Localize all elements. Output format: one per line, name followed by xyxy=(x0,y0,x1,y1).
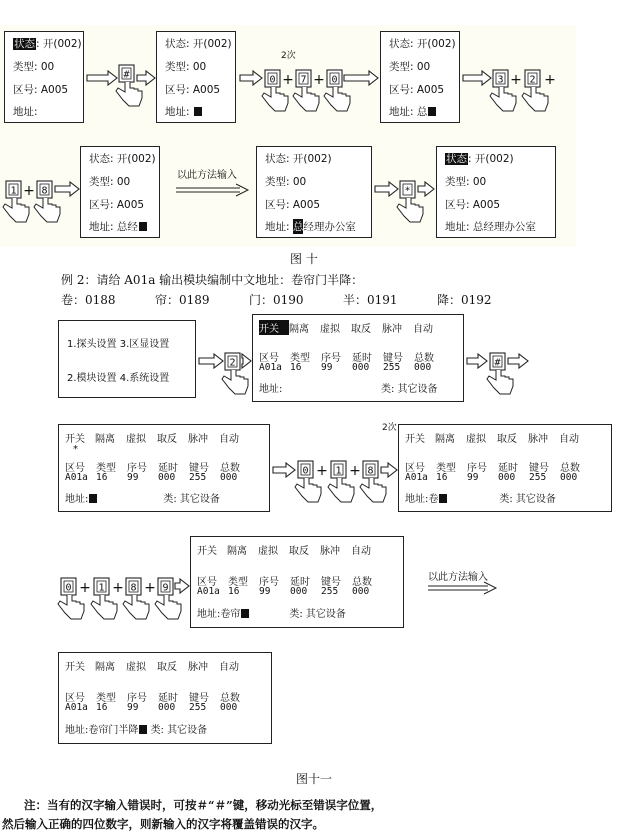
label-total: 总数 xyxy=(560,463,580,474)
flow-arrow xyxy=(240,71,262,85)
address-label: 地址: xyxy=(65,725,89,736)
mode-isolate: 隔离 xyxy=(95,434,115,445)
value-key: 255 xyxy=(189,702,207,713)
label-key: 键号 xyxy=(529,463,549,474)
mode-invert: 取反 xyxy=(351,324,371,335)
mode-pulse: 脉冲 xyxy=(188,662,208,673)
class-label: 类: 其它设备 xyxy=(289,609,346,620)
address-value: 卷帘 xyxy=(220,609,241,620)
press-twice-label: 2次 xyxy=(281,51,296,61)
key-label: 1 xyxy=(98,582,105,594)
value-key: 255 xyxy=(189,472,207,483)
flow-arrow xyxy=(344,71,378,85)
mode-pulse: 脉冲 xyxy=(528,434,548,445)
mode-auto: 自动 xyxy=(559,434,579,445)
flow-arrow xyxy=(199,354,223,368)
key-label: 9 xyxy=(162,582,169,594)
value-type: 16 xyxy=(436,472,448,483)
hand-pointer-icon xyxy=(397,198,423,222)
mode-virtual: 虚拟 xyxy=(126,662,146,673)
menu-item-module: 2.模块设置 xyxy=(67,373,117,384)
hand-pointer-icon xyxy=(328,478,354,502)
code-char: 半 xyxy=(343,293,356,307)
class-label: 类: 其它设备 xyxy=(150,725,208,736)
label-type: 类型 xyxy=(96,693,116,704)
plus-sign: + xyxy=(510,72,522,88)
plus-sign: + xyxy=(282,72,294,88)
key-label: 0 xyxy=(302,465,309,477)
key-label: 0 xyxy=(269,74,276,86)
hand-pointer-icon xyxy=(58,595,84,619)
label-zone: 区号 xyxy=(197,577,217,588)
label-key: 键号 xyxy=(189,463,209,474)
zone-line: 区号: A005 xyxy=(165,84,221,96)
flow-arrow xyxy=(418,182,434,196)
press-twice-label: 2次 xyxy=(382,423,397,433)
hand-pointer-icon xyxy=(522,87,548,111)
value-delay: 000 xyxy=(352,362,370,373)
mode-auto: 自动 xyxy=(219,434,239,445)
code-char: 帘 xyxy=(155,293,168,307)
value-seq: 99 xyxy=(127,702,139,713)
code-item: 半：0191 xyxy=(343,293,398,307)
label-total: 总数 xyxy=(352,577,372,588)
flow-arrow xyxy=(55,182,79,196)
key-label: 7 xyxy=(300,74,307,86)
selection-star: * xyxy=(73,444,78,455)
key-label: 0 xyxy=(331,74,338,86)
mode-auto: 自动 xyxy=(413,324,433,335)
value-key: 255 xyxy=(529,472,547,483)
hand-pointer-icon xyxy=(116,82,142,106)
value-total: 000 xyxy=(220,702,238,713)
label-zone: 区号 xyxy=(65,693,85,704)
key-label: # xyxy=(123,69,130,81)
flow-arrow xyxy=(381,463,397,477)
value-total: 000 xyxy=(220,472,238,483)
mode-invert: 取反 xyxy=(289,546,309,557)
code-number: 0188 xyxy=(85,293,116,307)
hand-pointer-icon xyxy=(3,198,29,222)
address-value: 卷帘门半降 xyxy=(88,725,139,736)
mode-switch: 开关 xyxy=(405,434,425,445)
label-seq: 序号 xyxy=(127,463,147,474)
value-type: 16 xyxy=(96,702,108,713)
label-total: 总数 xyxy=(414,353,434,364)
label-key: 键号 xyxy=(321,577,341,588)
status-value: : 开(002) xyxy=(468,153,514,165)
class-label: 类: 其它设备 xyxy=(163,494,220,505)
label-delay: 延时 xyxy=(158,693,178,704)
flow-arrow xyxy=(467,354,487,368)
code-number: 0191 xyxy=(367,293,398,307)
class-label: 类: 其它设备 xyxy=(381,384,438,395)
address-label: 地址: 总 xyxy=(389,106,428,118)
status-label-highlight: 状态 xyxy=(446,153,467,165)
mode-virtual: 虚拟 xyxy=(320,324,340,335)
key-label: # xyxy=(494,357,501,369)
type-line: 类型: 00 xyxy=(445,176,487,188)
mode-virtual: 虚拟 xyxy=(126,434,146,445)
hand-pointer-icon xyxy=(262,87,288,111)
flow-arrow-head xyxy=(484,582,496,594)
mode-isolate: 隔离 xyxy=(227,546,247,557)
value-zone: A01a xyxy=(65,702,88,713)
address-line: 地址: xyxy=(13,106,38,118)
value-type: 16 xyxy=(228,586,240,597)
plus-sign: + xyxy=(144,580,156,596)
plus-sign: + xyxy=(349,463,361,479)
value-delay: 000 xyxy=(498,472,516,483)
label-type: 类型 xyxy=(436,463,456,474)
status-line: 状态: 开(002) xyxy=(265,153,332,165)
mode-switch: 开关 xyxy=(65,662,85,673)
code-item: 卷：0188 xyxy=(61,293,116,307)
zone-line: 区号: A005 xyxy=(265,199,321,211)
address-rest: 经理办公室 xyxy=(303,221,356,233)
status-label-highlight: 状态 xyxy=(14,38,35,50)
plus-sign: + xyxy=(112,580,124,596)
hand-pointer-icon xyxy=(490,87,516,111)
label-delay: 延时 xyxy=(290,577,310,588)
flow-arrow xyxy=(175,579,189,593)
mode-auto: 自动 xyxy=(219,662,239,673)
address-label: 地址: 总经 xyxy=(89,221,138,233)
hand-pointer-icon xyxy=(324,87,350,111)
code-item: 降：0192 xyxy=(437,293,492,307)
key-label: 1 xyxy=(335,465,342,477)
mode-auto: 自动 xyxy=(351,546,371,557)
flow-arrow xyxy=(87,71,117,85)
mode-switch: 开关 xyxy=(65,434,85,445)
hand-pointer-icon xyxy=(34,198,60,222)
address-label: 地址: xyxy=(65,494,89,505)
mode-pulse: 脉冲 xyxy=(382,324,402,335)
value-delay: 000 xyxy=(158,472,176,483)
address-label: 地址: xyxy=(197,609,221,620)
label-seq: 序号 xyxy=(127,693,147,704)
value-delay: 000 xyxy=(290,586,308,597)
menu-item-zone: 3.区显设置 xyxy=(119,339,170,350)
example-line: 例 2：请给 A01a 输出模块编制中文地址：卷帘门半降： xyxy=(61,273,364,287)
hand-pointer-icon xyxy=(293,87,319,111)
code-number: 0190 xyxy=(273,293,304,307)
label-zone: 区号 xyxy=(405,463,425,474)
label-key: 键号 xyxy=(189,693,209,704)
address-label: 地址: xyxy=(165,106,193,118)
mode-invert: 取反 xyxy=(497,434,517,445)
address-label: 地址: xyxy=(259,384,283,395)
hand-pointer-icon xyxy=(222,370,248,394)
value-zone: A01a xyxy=(405,472,428,483)
plus-sign: + xyxy=(23,183,35,199)
mode-pulse: 脉冲 xyxy=(188,434,208,445)
key-label: 2 xyxy=(529,74,536,86)
class-label: 类: 其它设备 xyxy=(499,494,556,505)
address-label: 地址: xyxy=(265,221,293,233)
note-line-1: 注：当有的汉字输入错误时，可按＃“＃”键，移动光标至错误字位置， xyxy=(24,798,383,812)
address-label: 地址: xyxy=(405,494,429,505)
code-char: 门 xyxy=(249,293,262,307)
value-key: 255 xyxy=(383,362,401,373)
menu-item-probe: 1.探头设置 xyxy=(67,339,117,350)
figure-10-caption: 图 十 xyxy=(290,252,318,266)
key-label: 8 xyxy=(367,465,374,477)
label-type: 类型 xyxy=(228,577,248,588)
value-key: 255 xyxy=(321,586,339,597)
type-line: 类型: 00 xyxy=(165,61,207,73)
address-value: 卷 xyxy=(428,494,439,505)
value-zone: A01a xyxy=(197,586,220,597)
plus-sign: + xyxy=(316,463,328,479)
hand-pointer-icon xyxy=(360,478,386,502)
hand-pointer-icon xyxy=(295,478,321,502)
label-delay: 延时 xyxy=(352,353,372,364)
value-zone: A01a xyxy=(259,362,282,373)
value-total: 000 xyxy=(352,586,370,597)
key-label: * xyxy=(404,185,411,197)
flow-arrow xyxy=(273,463,295,477)
value-type: 16 xyxy=(96,472,108,483)
method-label: 以此方法输入 xyxy=(177,170,237,181)
key-label: 8 xyxy=(41,185,48,197)
label-zone: 区号 xyxy=(65,463,85,474)
label-type: 类型 xyxy=(96,463,116,474)
mode-switch-selected: 开关 xyxy=(259,320,289,335)
label-delay: 延时 xyxy=(498,463,518,474)
label-delay: 延时 xyxy=(158,463,178,474)
code-number: 0189 xyxy=(179,293,210,307)
value-type: 16 xyxy=(290,362,302,373)
code-item: 帘：0189 xyxy=(155,293,210,307)
zone-line: 区号: A005 xyxy=(13,84,69,96)
value-delay: 000 xyxy=(158,702,176,713)
label-seq: 序号 xyxy=(321,353,341,364)
mode-isolate: 隔离 xyxy=(435,434,455,445)
key-label: 0 xyxy=(65,582,72,594)
mode-invert: 取反 xyxy=(157,662,177,673)
note-line-2: 然后输入正确的四位数字，则新输入的汉字将覆盖错误的汉字。 xyxy=(2,817,324,831)
type-line: 类型: 00 xyxy=(89,176,131,188)
mode-switch: 开关 xyxy=(197,546,217,557)
code-item: 门：0190 xyxy=(249,293,304,307)
zone-line: 区号: A005 xyxy=(89,199,145,211)
label-seq: 序号 xyxy=(259,577,279,588)
value-zone: A01a xyxy=(65,472,88,483)
code-char: 降 xyxy=(437,293,450,307)
value-seq: 99 xyxy=(259,586,271,597)
flow-arrow xyxy=(375,182,398,196)
flow-arrow xyxy=(463,71,491,85)
flow-arrow xyxy=(242,354,251,368)
hand-pointer-icon xyxy=(155,595,181,619)
plus-sign: + xyxy=(544,72,556,88)
flow-arrow xyxy=(137,71,155,85)
label-seq: 序号 xyxy=(467,463,487,474)
method-label: 以此方法输入 xyxy=(428,572,488,583)
mode-invert: 取反 xyxy=(157,434,177,445)
hand-pointer-icon xyxy=(91,595,117,619)
key-label: 8 xyxy=(130,582,137,594)
value-total: 000 xyxy=(560,472,578,483)
flow-arrow xyxy=(508,354,528,368)
hand-pointer-icon xyxy=(487,370,513,394)
flow-arrow-head xyxy=(236,184,248,196)
key-label: 1 xyxy=(10,185,17,197)
hand-pointer-icon xyxy=(123,595,149,619)
label-zone: 区号 xyxy=(259,353,279,364)
menu-item-system: 4.系统设置 xyxy=(119,373,170,384)
key-label: 2 xyxy=(229,357,236,369)
label-type: 类型 xyxy=(290,353,310,364)
value-seq: 99 xyxy=(467,472,479,483)
code-number: 0192 xyxy=(461,293,492,307)
mode-isolate: 隔离 xyxy=(289,324,309,335)
zone-line: 区号: A005 xyxy=(445,199,501,211)
label-total: 总数 xyxy=(220,463,240,474)
type-line: 类型: 00 xyxy=(13,61,55,73)
status-line: 状态: 开(002) xyxy=(89,153,156,165)
plus-sign: + xyxy=(79,580,91,596)
plus-sign: + xyxy=(313,72,325,88)
type-line: 类型: 00 xyxy=(389,61,431,73)
mode-pulse: 脉冲 xyxy=(320,546,340,557)
key-label: 3 xyxy=(497,74,504,86)
address-line: 地址: 总经理办公室 xyxy=(445,221,536,233)
status-line: 状态: 开(002) xyxy=(389,38,456,50)
status-value: : 开(002) xyxy=(36,38,82,50)
value-seq: 99 xyxy=(321,362,333,373)
mode-virtual: 虚拟 xyxy=(466,434,486,445)
type-line: 类型: 00 xyxy=(265,176,307,188)
value-total: 000 xyxy=(414,362,432,373)
value-seq: 99 xyxy=(127,472,139,483)
label-total: 总数 xyxy=(220,693,240,704)
zone-line: 区号: A005 xyxy=(389,84,445,96)
mode-virtual: 虚拟 xyxy=(258,546,278,557)
figure-11-caption: 图十一 xyxy=(296,772,333,786)
mode-isolate: 隔离 xyxy=(95,662,115,673)
label-key: 键号 xyxy=(383,353,403,364)
status-line: 状态: 开(002) xyxy=(165,38,232,50)
code-char: 卷 xyxy=(61,293,74,307)
cursor-char: 总 xyxy=(292,221,304,233)
